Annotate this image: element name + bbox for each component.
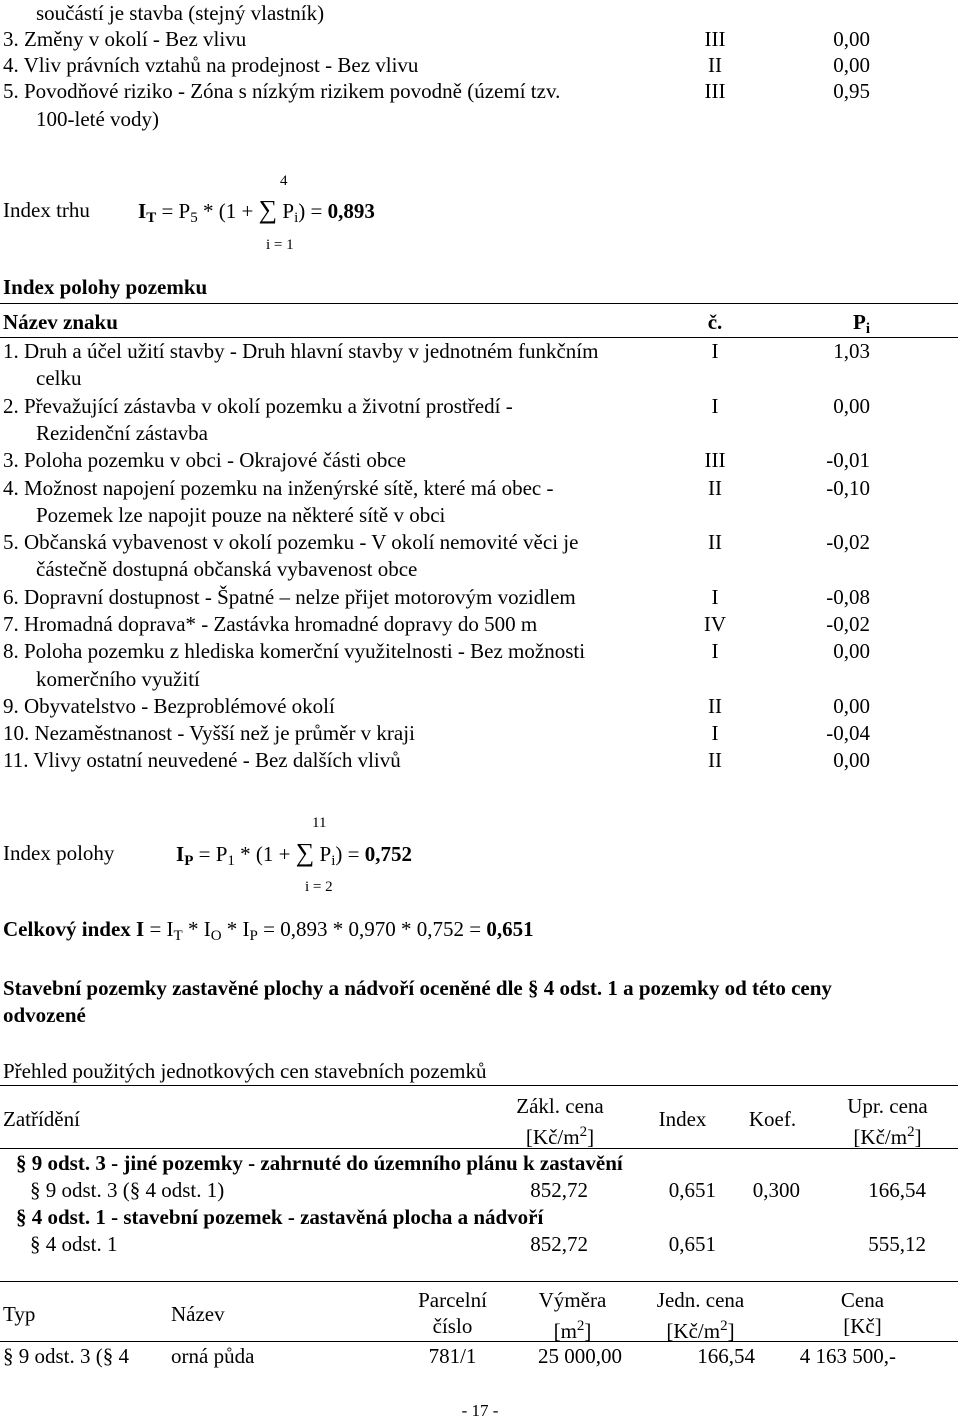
location-row-value: 0,00 bbox=[833, 694, 870, 718]
building-plots-title-2: odvozené bbox=[3, 1003, 86, 1027]
col-vymera: Výměra $[m^2]$ bbox=[538, 1288, 607, 1343]
prices-overview-title: Přehled použitých jednotkových cen stavebních pozemků bbox=[3, 1059, 487, 1083]
location-row-text: 9. Obyvatelstvo - Bezproblémové okolí bbox=[3, 694, 335, 718]
market-sum-lower: i = 1 bbox=[266, 237, 294, 253]
parcel-cislo: 781/1 bbox=[428, 1344, 477, 1368]
divider bbox=[0, 303, 958, 304]
group-item: § 9 odst. 3 (§ 4 odst. 1) bbox=[30, 1178, 225, 1202]
location-row-value: 0,00 bbox=[833, 748, 870, 772]
location-row-class: II bbox=[708, 476, 722, 500]
market-row-0: součástí je stavba (stejný vlastník) bbox=[36, 1, 325, 25]
location-sum-upper: 11 bbox=[312, 815, 327, 831]
group-title: § 4 odst. 1 - stavební pozemek - zastavěná plocha a nádvoří bbox=[16, 1205, 544, 1229]
location-row-value: 0,00 bbox=[833, 394, 870, 418]
col-zakl-cena: Zákl. cena $[Kč/m^2]$ bbox=[516, 1094, 604, 1149]
location-header-no: č. bbox=[707, 310, 723, 334]
total-index: Celkový index $I = I_T * I_O * I_P = 0,893 * 0,970 * 0,752 = 0,651$ bbox=[3, 917, 534, 944]
location-row-class: IV bbox=[703, 612, 727, 636]
divider bbox=[0, 1148, 958, 1149]
market-row-4-text: 100-leté vody) bbox=[36, 107, 160, 131]
group-zakl: 852,72 bbox=[530, 1232, 588, 1256]
location-row-text: 10. Nezaměstnanost - Vyšší než je průměr v kraji bbox=[3, 721, 415, 745]
location-row-value: -0,02 bbox=[826, 612, 870, 636]
location-row-text: 5. Občanská vybavenost v okolí pozemku - V okolí nemovité věci je bbox=[3, 530, 579, 554]
divider bbox=[0, 1085, 958, 1086]
col-parcelni-cislo: Parcelní číslo bbox=[418, 1288, 487, 1338]
location-index-label: Index polohy bbox=[3, 841, 115, 865]
col-koef: Koef. bbox=[748, 1107, 797, 1131]
location-row-class: I bbox=[711, 721, 719, 745]
market-row-2-text: 4. Vliv právních vztahů na prodejnost - Bez vlivu bbox=[3, 53, 419, 77]
location-row-text-cont: Rezidenční zástavba bbox=[36, 421, 208, 445]
location-row-class: II bbox=[708, 694, 722, 718]
location-row-class: II bbox=[708, 530, 722, 554]
group-koef: 0,300 bbox=[752, 1178, 800, 1202]
location-row-value: 0,00 bbox=[833, 639, 870, 663]
market-sum-upper: 4 bbox=[280, 173, 288, 189]
col-upr-cena: Upr. cena $[Kč/m^2]$ bbox=[847, 1094, 928, 1149]
location-sum-lower: i = 2 bbox=[305, 879, 333, 895]
location-row-value: 1,03 bbox=[833, 339, 870, 363]
location-row-text-cont: částečně dostupná občanská vybavenost obce bbox=[36, 557, 418, 581]
col-cena: Cena [Kč] bbox=[840, 1288, 885, 1338]
sum-sigma: ∑ bbox=[258, 195, 278, 224]
location-row-text: 6. Dopravní dostupnost - Špatné – nelze přijet motorovým vozidlem bbox=[3, 585, 576, 609]
location-row-text: 1. Druh a účel užití stavby - Druh hlavní stavby v jednotném funkčním bbox=[3, 339, 599, 363]
sum-sigma: ∑ bbox=[295, 838, 315, 867]
group-title: § 9 odst. 3 - jiné pozemky - zahrnuté do územního plánu k zastavění bbox=[16, 1151, 623, 1175]
parcel-jedn-cena: 166,54 bbox=[697, 1344, 755, 1368]
location-row-value: -0,10 bbox=[826, 476, 870, 500]
col-typ: Typ bbox=[3, 1302, 36, 1326]
location-row-text: 8. Poloha pozemku z hlediska komerční využitelnosti - Bez možnosti bbox=[3, 639, 586, 663]
location-row-text-cont: Pozemek lze napojit pouze na některé sítě v obci bbox=[36, 503, 446, 527]
location-row-class: I bbox=[711, 394, 719, 418]
building-plots-title: Stavební pozemky zastavěné plochy a nádvoří oceněné dle § 4 odst. 1 a pozemky od této ceny bbox=[3, 976, 832, 1000]
market-row-2-value: 0,00 bbox=[833, 53, 870, 77]
location-row-text: 11. Vlivy ostatní neuvedené - Bez dalších vlivů bbox=[3, 748, 401, 772]
col-zatrideni: Zatřídění bbox=[3, 1107, 80, 1131]
group-zakl: 852,72 bbox=[530, 1178, 588, 1202]
location-row-value: -0,04 bbox=[826, 721, 870, 745]
location-row-class: I bbox=[711, 339, 719, 363]
group-item: § 4 odst. 1 bbox=[30, 1232, 118, 1256]
market-row-1-value: 0,00 bbox=[833, 27, 870, 51]
market-row-2-class: II bbox=[708, 53, 722, 77]
location-title: Index polohy pozemku bbox=[3, 275, 208, 299]
location-header-pi: $P_i$ bbox=[853, 310, 870, 337]
location-row-value: -0,02 bbox=[826, 530, 870, 554]
market-row-1-class: III bbox=[704, 27, 726, 51]
location-row-class: II bbox=[708, 748, 722, 772]
group-index: 0,651 bbox=[668, 1232, 716, 1256]
col-jedn-cena: Jedn. cena $[Kč/m^2]$ bbox=[656, 1288, 745, 1343]
parcel-vymera: 25 000,00 bbox=[538, 1344, 622, 1368]
parcel-nazev: orná půda bbox=[171, 1344, 255, 1368]
location-row-text-cont: komerčního využití bbox=[36, 667, 200, 691]
location-row-class: I bbox=[711, 585, 719, 609]
location-row-class: III bbox=[704, 448, 726, 472]
market-index-label: Index trhu bbox=[3, 198, 90, 222]
location-row-text-cont: celku bbox=[36, 366, 82, 390]
location-row-text: 3. Poloha pozemku v obci - Okrajové části obce bbox=[3, 448, 406, 472]
market-row-3-class: III bbox=[704, 79, 726, 103]
group-upr: 166,54 bbox=[868, 1178, 926, 1202]
location-header-name: Název znaku bbox=[3, 310, 118, 334]
parcel-typ: § 9 odst. 3 (§ 4 bbox=[3, 1344, 129, 1368]
divider bbox=[0, 1341, 958, 1342]
col-index: Index bbox=[658, 1107, 707, 1131]
location-row-text: 2. Převažující zástavba v okolí pozemku a životní prostředí - bbox=[3, 394, 513, 418]
market-row-3-value: 0,95 bbox=[833, 79, 870, 103]
location-row-value: -0,01 bbox=[826, 448, 870, 472]
market-row-1-text: 3. Změny v okolí - Bez vlivu bbox=[3, 27, 247, 51]
location-row-class: I bbox=[711, 639, 719, 663]
group-upr: 555,12 bbox=[868, 1232, 926, 1256]
location-row-text: 4. Možnost napojení pozemku na inženýrské sítě, které má obec - bbox=[3, 476, 554, 500]
market-row-3-text: 5. Povodňové riziko - Zóna s nízkým rizikem povodně (území tzv. bbox=[3, 79, 561, 103]
parcel-cena: 4 163 500,- bbox=[799, 1344, 896, 1368]
location-row-value: -0,08 bbox=[826, 585, 870, 609]
col-nazev: Název bbox=[171, 1302, 225, 1326]
group-index: 0,651 bbox=[668, 1178, 716, 1202]
divider bbox=[0, 1281, 958, 1282]
market-index-formula: $I_T = P_5 * (1$ + ∑ $P_i) = 0,893$ bbox=[138, 195, 375, 226]
page-number: - 17 - bbox=[461, 1401, 499, 1420]
location-row-text: 7. Hromadná doprava* - Zastávka hromadné dopravy do 500 m bbox=[3, 612, 538, 636]
location-index-formula: $I_P = P_1 * (1$ + ∑ $P_i) = 0,752$ bbox=[176, 838, 412, 869]
